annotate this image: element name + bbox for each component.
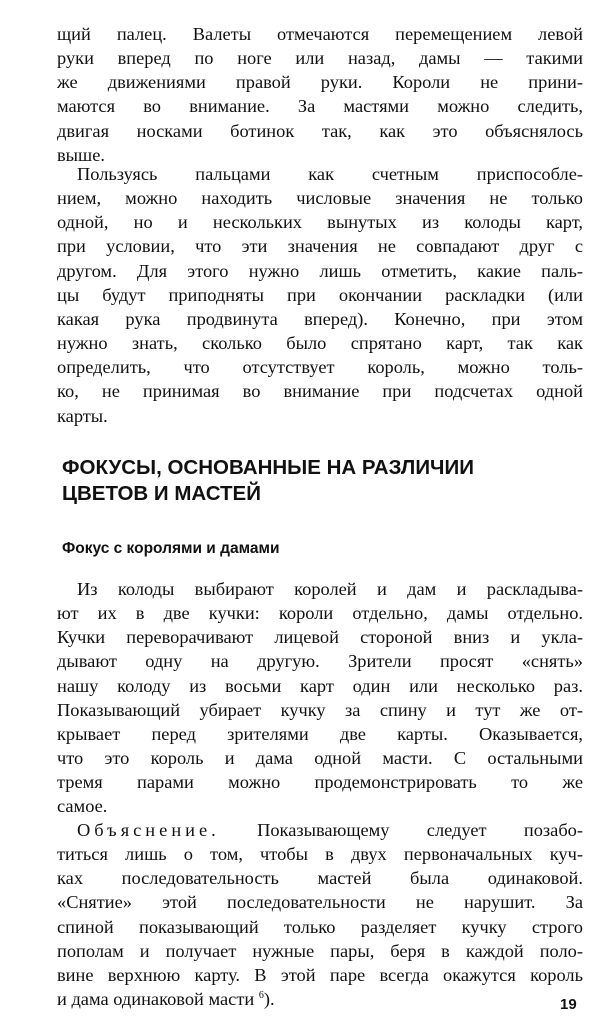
text-line: ют их в две кучки: короли отдельно, дамы отдельно. bbox=[57, 603, 583, 624]
text-line: при условии, что эти значения не совпадают друг с bbox=[57, 236, 583, 257]
text-line: руки вперед по ноге или назад, дамы — такими bbox=[57, 48, 583, 69]
text-line bbox=[57, 987, 583, 1011]
text-line: ках последовательность мастей была одинаковой. bbox=[57, 868, 583, 889]
text-line: что это король и дама одной масти. С остальными bbox=[57, 748, 583, 769]
text-line: вине верхнюю карту. В этой паре всегда окажутся король bbox=[57, 964, 583, 985]
text-line: Из колоды выбирают королей и дам и раскладыва- bbox=[77, 579, 583, 599]
page-number: 19 bbox=[560, 996, 577, 1013]
section-title bbox=[62, 455, 562, 507]
text-line: выше. bbox=[57, 144, 105, 165]
explanation-lead: Объяснение. bbox=[77, 820, 220, 840]
text-line: тремя парами можно продемонстрировать то же bbox=[57, 772, 583, 793]
text-line: ко, не принимая во внимание при подсчетах одной bbox=[57, 381, 583, 402]
text-line: маются во внимание. За мастями можно следить, bbox=[57, 96, 583, 117]
text-line: самое. bbox=[57, 796, 108, 817]
text-line: дывают одну на другую. Зрители просят «снять» bbox=[57, 651, 583, 672]
text-line: же движениями правой руки. Короли не прини- bbox=[57, 72, 583, 93]
text-line: нашу колоду из восьми карт один или несколько раз. bbox=[57, 675, 583, 696]
text-line: карты. bbox=[57, 405, 108, 426]
text-line: Показывающий убирает кучку за спину и тут же от- bbox=[57, 699, 583, 720]
subsection-title: Фокус с королями и дамами bbox=[62, 540, 280, 557]
text-line: крывает перед зрителями две карты. Оказывается, bbox=[57, 723, 583, 744]
text-line: титься лишь о том, чтобы в двух первоначальных куч- bbox=[57, 844, 583, 865]
text-line: нужно знать, сколько было спрятано карт, так как bbox=[57, 333, 583, 354]
text-line: Кучки переворачивают лицевой стороной вниз и укла- bbox=[57, 627, 583, 648]
section-title-line-2: ЦВЕТОВ И МАСТЕЙ bbox=[62, 482, 261, 505]
text-line: нием, можно находить числовые значения не только bbox=[57, 188, 583, 209]
text-line: одной, но и нескольких вынутых из колоды карт, bbox=[57, 212, 583, 233]
paragraph-explanation bbox=[57, 818, 583, 1011]
text-line: щий палец. Валеты отмечаются перемещением левой bbox=[57, 24, 583, 44]
text-line: двигая носками ботинок так, как это объяснялось bbox=[57, 120, 583, 141]
text-line: цы будут приподняты при окончании раскладки (или bbox=[57, 284, 583, 305]
paragraph-continuation bbox=[57, 22, 583, 167]
text-line: «Снятие» этой последовательности не нарушит. За bbox=[57, 892, 583, 913]
footnote-marker[interactable]: 6 bbox=[258, 989, 264, 1001]
text-line: пополам и получает нужные пары, беря в каждой поло- bbox=[57, 940, 583, 961]
explanation-last-text: и дама одинаковой масти bbox=[57, 989, 255, 1010]
explanation-line-rest: Показывающему следует позабо- bbox=[219, 820, 583, 840]
explanation-last-tail: ). bbox=[263, 989, 275, 1010]
paragraph-finger-counting bbox=[57, 162, 583, 428]
text-line: другом. Для этого нужно лишь отметить, какие паль- bbox=[57, 260, 583, 281]
text-line bbox=[57, 818, 583, 842]
text-line: спиной показывающий только разделяет кучку строго bbox=[57, 916, 583, 937]
text-line: какая рука продвинута вперед). Конечно, при этом bbox=[57, 308, 583, 329]
section-title-line-1: ФОКУСЫ, ОСНОВАННЫЕ НА РАЗЛИЧИИ bbox=[62, 456, 474, 479]
text-line: определить, что отсутствует король, можно толь- bbox=[57, 357, 583, 378]
paragraph-trick-description bbox=[57, 577, 583, 819]
text-line: Пользуясь пальцами как счетным приспособле- bbox=[77, 164, 583, 184]
